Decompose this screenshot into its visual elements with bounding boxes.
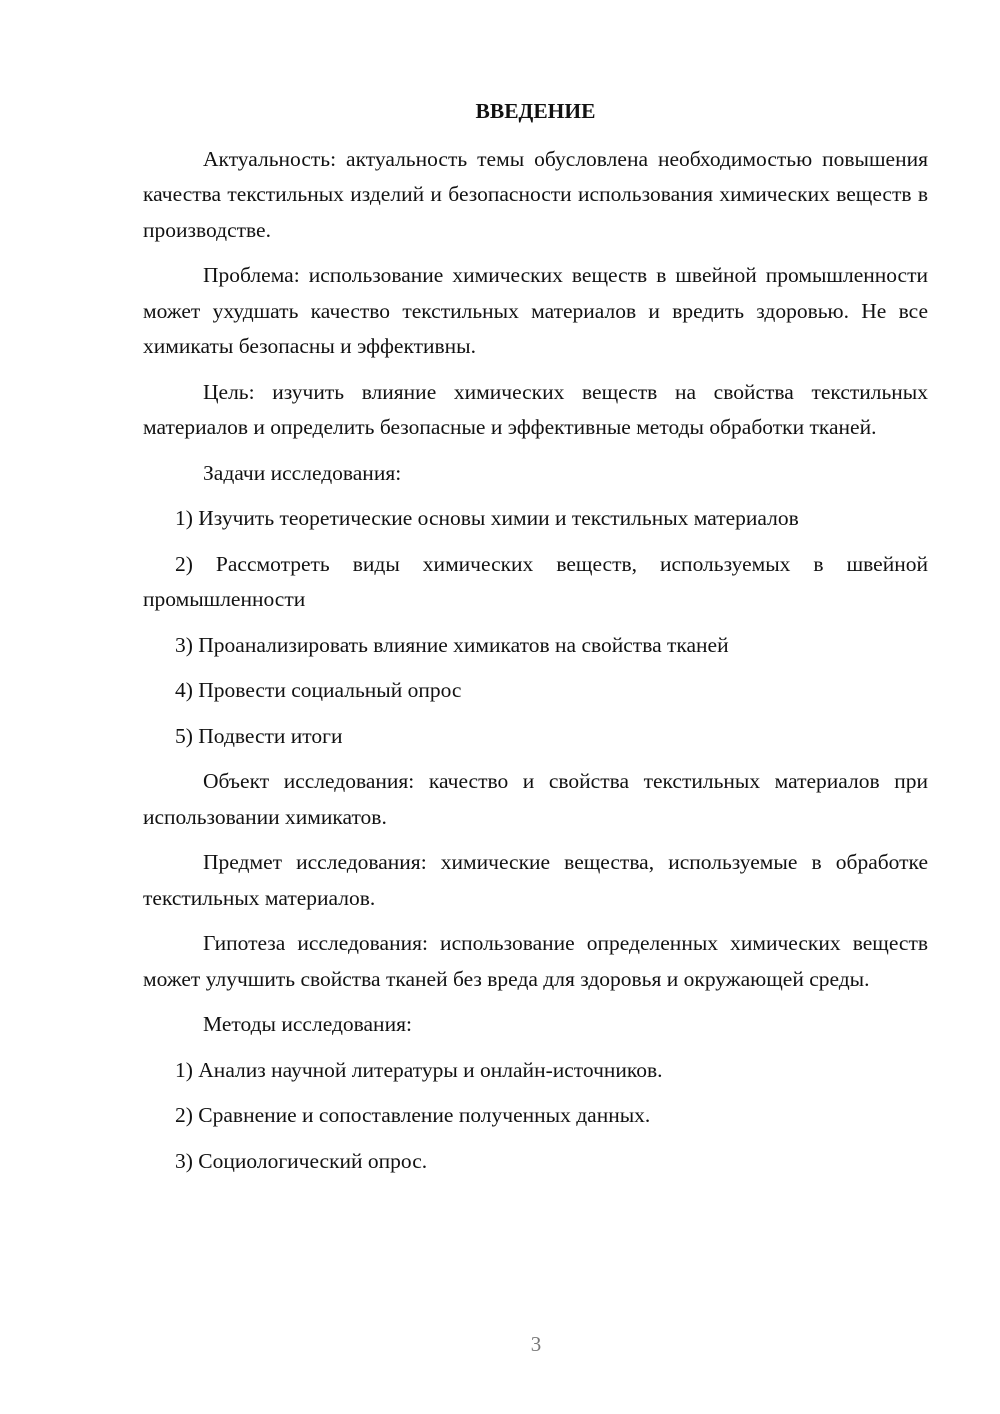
page-content: [143, 94, 928, 1189]
object-paragraph: Объект исследования: качество и свойства текстильных материалов при использовании химикатов.: [143, 769, 928, 829]
task-item-1: 1) Изучить теоретические основы химии и текстильных материалов: [175, 506, 799, 530]
subject-paragraph: Предмет исследования: химические вещества, используемые в обработке текстильных материалов.: [143, 850, 928, 910]
relevance-paragraph: Актуальность: актуальность темы обусловлена необходимостью повышения качества текстильных изделий и безопасности использования химических веществ в производстве.: [143, 146, 928, 242]
methods-heading: Методы исследования:: [203, 1012, 412, 1036]
goal-paragraph: Цель: изучить влияние химических веществ на свойства текстильных материалов и определить безопасные и эффективные методы обработки тканей.: [143, 379, 928, 439]
tasks-heading: Задачи исследования:: [203, 460, 402, 485]
problem-paragraph: Проблема: использование химических веществ в швейной промышленности может ухудшать качество текстильных материалов и вредить здоровью. Не все химикаты безопасны и эффективны.: [143, 263, 928, 358]
method-item-2: 2) Сравнение и сопоставление полученных данных.: [175, 1103, 651, 1127]
page-number: 3: [530, 1332, 542, 1356]
method-item-1: 1) Анализ научной литературы и онлайн-источников.: [175, 1057, 663, 1082]
task-item-2: 2) Рассмотреть виды химических веществ, используемых в швейной промышленности: [143, 551, 928, 611]
hypothesis-paragraph: Гипотеза исследования: использование определенных химических веществ может улучшить свойства тканей без вреда для здоровья и окружающей среды.: [143, 931, 928, 991]
task-item-5: 5) Подвести итоги: [175, 723, 343, 748]
task-item-4: 4) Провести социальный опрос: [175, 678, 462, 702]
section-title: ВВЕДЕНИЕ: [475, 99, 596, 123]
task-item-3: 3) Проанализировать влияние химикатов на свойства тканей: [175, 632, 729, 657]
method-item-3: 3) Социологический опрос.: [175, 1148, 428, 1173]
